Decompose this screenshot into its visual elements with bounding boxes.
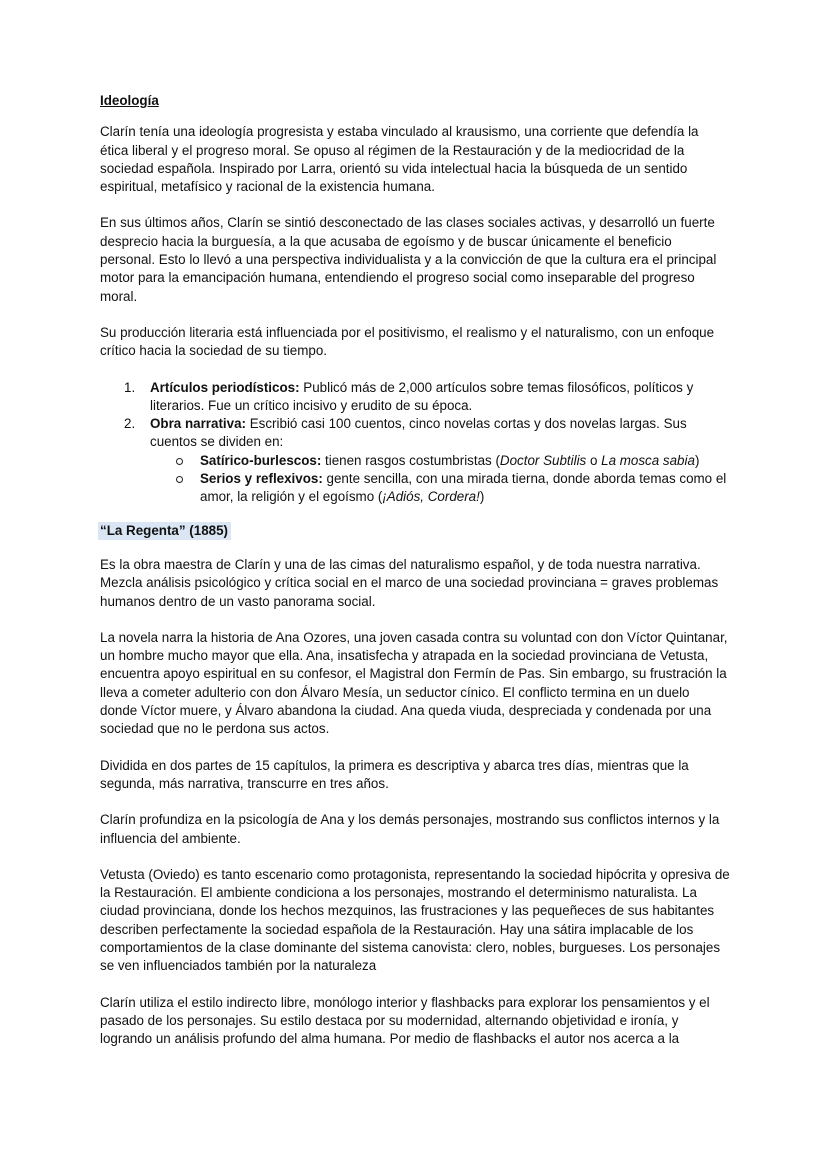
numbered-list xyxy=(100,379,730,507)
list-item xyxy=(124,379,730,416)
sublist-item-text: tienen rasgos costumbristas ( xyxy=(321,452,500,468)
paragraph: Clarín profundiza en la psicología de Ana y los demás personajes, mostrando sus conflictos internos y la influencia del ambiente. xyxy=(100,812,720,846)
paragraph: Clarín tenía una ideología progresista y estaba vinculado al krausismo, una corriente que defendía la ética liberal y el progreso moral. Se opuso al régimen de la Restauración y de la mediocridad de la sociedad española. Inspirado por Larra, orientó su vida intelectual hacia la búsqueda de un sentido espiritual, metafísico y racional de la existencia humana. xyxy=(100,124,699,195)
example-title: Doctor Subtilis xyxy=(499,452,587,468)
list-item-text: Escribió casi 100 cuentos, cinco novelas cortas y dos novelas largas. Sus cuentos se dividen en: xyxy=(150,416,687,450)
hollow-bullet-icon xyxy=(176,476,183,483)
list-item-label: Obra narrativa: xyxy=(150,416,247,432)
bullet-sublist xyxy=(150,452,730,507)
paragraph: La novela narra la historia de Ana Ozores, una joven casada contra su voluntad con don Víctor Quintanar, un hombre mucho mayor que ella. Ana, insatisfecha y atrapada en la sociedad provinciana de Vetusta, encuentra apoyo espiritual en su confesor, el Magistral don Fermín de Pas. Sin embargo, su frustración la lleva a cometer adulterio con don Álvaro Mesía, un seductor cínico. El conflicto termina en un duelo donde Víctor muere, y Álvaro abandona la ciudad. Ana queda viuda, despreciada y condenada por una sociedad que no le perdona sus actos. xyxy=(100,629,728,737)
list-item-text: Publicó más de 2,000 artículos sobre temas filosóficos, políticos y literarios. Fue un crítico incisivo y erudito de su época. xyxy=(150,379,694,413)
section-heading-ideologia: Ideología xyxy=(100,93,159,108)
document-page xyxy=(100,92,730,1066)
sublist-item-label: Serios y reflexivos: xyxy=(200,471,323,487)
paragraph: Vetusta (Oviedo) es tanto escenario como protagonista, representando la sociedad hipócrita y opresiva de la Restauración. El ambiente condiciona a los personajes, mostrando el determinismo naturalista. La ciudad provinciana, donde los hechos mezquinos, las frustraciones y las pequeñeces de sus habitantes describen perfectamente la sociedad española de la Restauración. Hay una sátira implacable de los comportamientos de la clase dominante del sistema canovista: clero, nobles, burgueses. Los personajes se ven influenciados también por la naturaleza xyxy=(100,866,730,974)
example-title: ¡Adiós, Cordera! xyxy=(382,489,480,505)
hollow-bullet-icon xyxy=(176,458,183,465)
list-number: 1. xyxy=(124,379,136,395)
sublist-item xyxy=(200,452,730,470)
list-item-label: Artículos periodísticos: xyxy=(150,379,300,395)
list-number: 2. xyxy=(124,416,136,432)
paragraph: Es la obra maestra de Clarín y una de las cimas del naturalismo español, y de toda nuestra narrativa. Mezcla análisis psicológico y crítica social en el marco de una sociedad provinciana = graves problemas humanos dentro de un vasto panorama social. xyxy=(100,556,719,609)
paragraph: Clarín utiliza el estilo indirecto libre, monólogo interior y flashbacks para explorar los pensamientos y el pasado de los personajes. Su estilo destaca por su modernidad, alternando objetividad e ironía, y logrando un análisis profundo del alma humana. Por medio de flashbacks el autor nos acerca a la xyxy=(100,994,710,1047)
sublist-item-text: o xyxy=(586,452,602,468)
sublist-item-text: ) xyxy=(479,489,485,505)
paragraph: Su producción literaria está influenciada por el positivismo, el realismo y el naturalismo, con un enfoque crítico hacia la sociedad de su tiempo. xyxy=(100,324,715,359)
section-heading-la-regenta: “La Regenta” (1885) xyxy=(98,522,231,540)
sublist-item-label: Satírico-burlescos: xyxy=(200,452,322,468)
paragraph: Dividida en dos partes de 15 capítulos, la primera es descriptiva y abarca tres días, mientras que la segunda, más narrativa, transcurre en tres años. xyxy=(100,757,689,791)
sublist-item-text: gente sencilla, con una mirada tierna, donde aborda temas como el amor, la religión y el egoísmo ( xyxy=(200,471,727,505)
list-item xyxy=(124,415,730,506)
section-heading-wrapper xyxy=(100,522,730,540)
paragraph: En sus últimos años, Clarín se sintió desconectado de las clases sociales activas, y desarrolló un fuerte desprecio hacia la burguesía, a la que acusaba de egoísmo y de buscar únicamente el beneficio personal. Esto lo llevó a una perspectiva individualista y a la convicción de que la cultura era el principal motor para la emancipación humana, entendiendo el progreso social como inseparable del progreso moral. xyxy=(100,215,717,304)
sublist-item xyxy=(200,470,730,507)
sublist-item-text: ) xyxy=(694,452,700,468)
example-title: La mosca sabia xyxy=(601,452,695,468)
